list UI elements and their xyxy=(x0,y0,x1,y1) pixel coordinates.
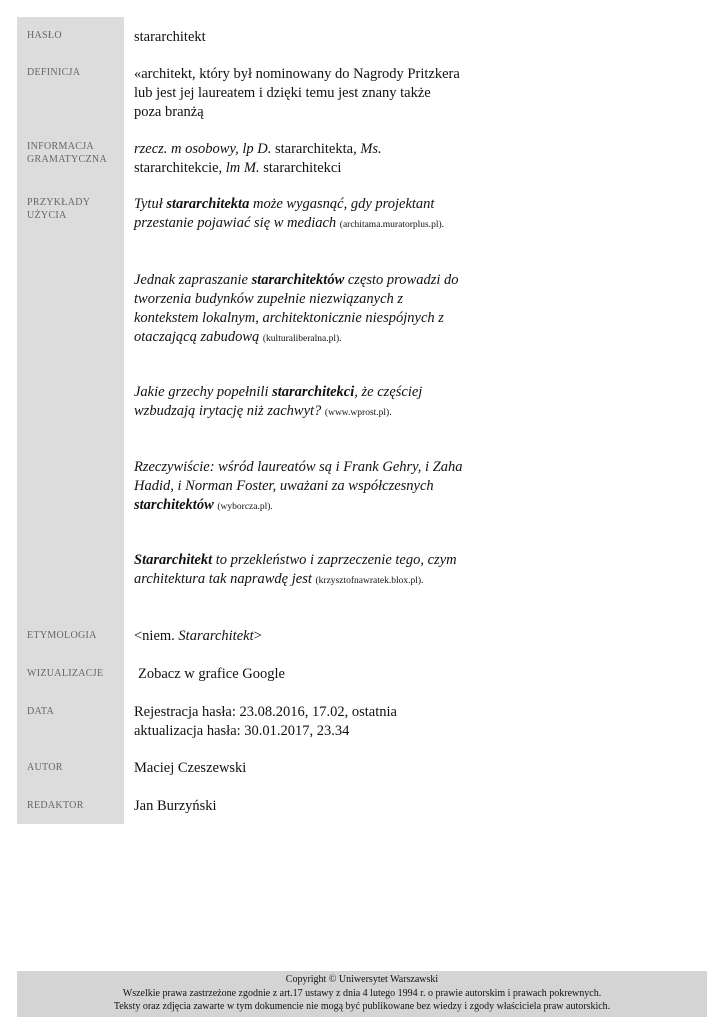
label-informacja-gramatyczna xyxy=(27,140,107,166)
definition-line: poza branżą xyxy=(134,104,204,120)
etymology-text: <niem. xyxy=(134,628,179,644)
example-source: (krzysztofnawratek.blox.pl). xyxy=(315,576,424,586)
grammar-case: Ms. xyxy=(360,141,382,157)
example-text: przestanie pojawiać się w mediach xyxy=(134,215,337,231)
example-keyword: stararchitekta xyxy=(166,196,250,212)
example-1 xyxy=(134,195,474,235)
editor-name: Jan Burzyński xyxy=(134,798,217,814)
example-text: otaczającą zabudową xyxy=(134,329,260,345)
example-3 xyxy=(134,383,474,423)
etymology xyxy=(134,627,474,646)
label-przyklady-line2: UŻYCIA xyxy=(27,210,67,221)
label-autor: AUTOR xyxy=(27,762,63,773)
example-2 xyxy=(134,271,474,349)
grammar-category: rzecz. m osobowy, lp D. xyxy=(134,141,272,157)
label-informacja-line1: INFORMACJA xyxy=(27,141,94,152)
label-wizualizacje: WIZUALIZACJE xyxy=(27,668,104,679)
author-name: Maciej Czeszewski xyxy=(134,760,247,776)
example-source: (kulturaliberalna.pl). xyxy=(262,334,342,344)
example-text: to przekleństwo i zaprzeczenie tego, czym xyxy=(212,552,457,568)
example-text: Tytuł xyxy=(134,196,167,212)
footer-copyright: Copyright © Uniwersytet Warszawski xyxy=(285,974,439,985)
definition-line: «architekt, który był nominowany do Nagrody Pritzkera xyxy=(134,66,460,82)
footer-notice: Teksty oraz zdjęcia zawarte w tym dokumencie nie mogą być publikowane bez wiedzy i zgody właściciela praw autorskich. xyxy=(113,1001,611,1012)
label-redaktor: REDAKTOR xyxy=(27,800,84,811)
example-keyword: starchitektów xyxy=(134,497,214,513)
example-keyword: stararchitekci xyxy=(272,384,355,400)
example-text: tworzenia budynków zupełnie niezwiązanych z xyxy=(134,291,404,307)
example-text: Hadid, i Norman Foster, uważani za współczesnych xyxy=(134,478,434,494)
example-text: , że częściej xyxy=(354,384,423,400)
etymology-source-word: Stararchitekt xyxy=(178,628,254,644)
example-4 xyxy=(134,458,474,517)
etymology-text: > xyxy=(253,628,262,644)
grammar-form: stararchitekta, xyxy=(271,141,361,157)
example-text: może wygasnąć, gdy projektant xyxy=(249,196,435,212)
label-definicja: DEFINICJA xyxy=(27,67,81,78)
headword: stararchitekt xyxy=(134,29,206,45)
example-keyword: Stararchitekt xyxy=(134,552,213,568)
example-text: wzbudzają irytację niż zachwyt? xyxy=(134,403,322,419)
example-source: (www.wprost.pl). xyxy=(324,408,392,418)
label-haslo: HASŁO xyxy=(27,30,62,41)
grammar-case: lm M. xyxy=(225,160,260,176)
grammar-info xyxy=(134,140,474,178)
registration-date xyxy=(134,703,474,741)
definition-line: lub jest jej laureatem i dzięki temu jest znany także xyxy=(134,85,431,101)
google-images-link[interactable]: Zobacz w grafice Google xyxy=(138,666,285,682)
label-informacja-line2: GRAMATYCZNA xyxy=(27,154,107,165)
example-text: Jakie grzechy popełnili xyxy=(134,384,273,400)
label-data: DATA xyxy=(27,706,55,717)
label-przyklady-uzycia xyxy=(27,196,90,222)
definition xyxy=(134,65,474,122)
label-sidebar xyxy=(17,17,124,824)
label-przyklady-line1: PRZYKŁADY xyxy=(27,197,91,208)
example-text: Rzeczywiście: wśród laureatów są i Frank Gehry, i Zaha xyxy=(134,459,463,475)
grammar-form: stararchitekci xyxy=(259,160,342,176)
grammar-form: stararchitekcie, xyxy=(134,160,226,176)
example-text: kontekstem lokalnym, architektonicznie niespójnych z xyxy=(134,310,444,326)
date-line: aktualizacja hasła: 30.01.2017, 23.34 xyxy=(134,723,350,739)
example-text: Jednak zapraszanie xyxy=(134,272,252,288)
example-source: (architama.muratorplus.pl). xyxy=(339,220,444,230)
example-text: często prowadzi do xyxy=(344,272,459,288)
copyright-footer xyxy=(17,971,707,1017)
example-text: architektura tak naprawdę jest xyxy=(134,571,312,587)
footer-rights: Wszelkie prawa zastrzeżone zgodnie z art.17 ustawy z dnia 4 lutego 1994 r. o prawie autorskim i prawach pokrewnych. xyxy=(122,987,602,999)
example-keyword: stararchitektów xyxy=(251,272,345,288)
example-source: (wyborcza.pl). xyxy=(217,502,273,512)
label-etymologia: ETYMOLOGIA xyxy=(27,630,97,641)
date-line: Rejestracja hasła: 23.08.2016, 17.02, ostatnia xyxy=(134,704,397,720)
example-5 xyxy=(134,551,474,591)
